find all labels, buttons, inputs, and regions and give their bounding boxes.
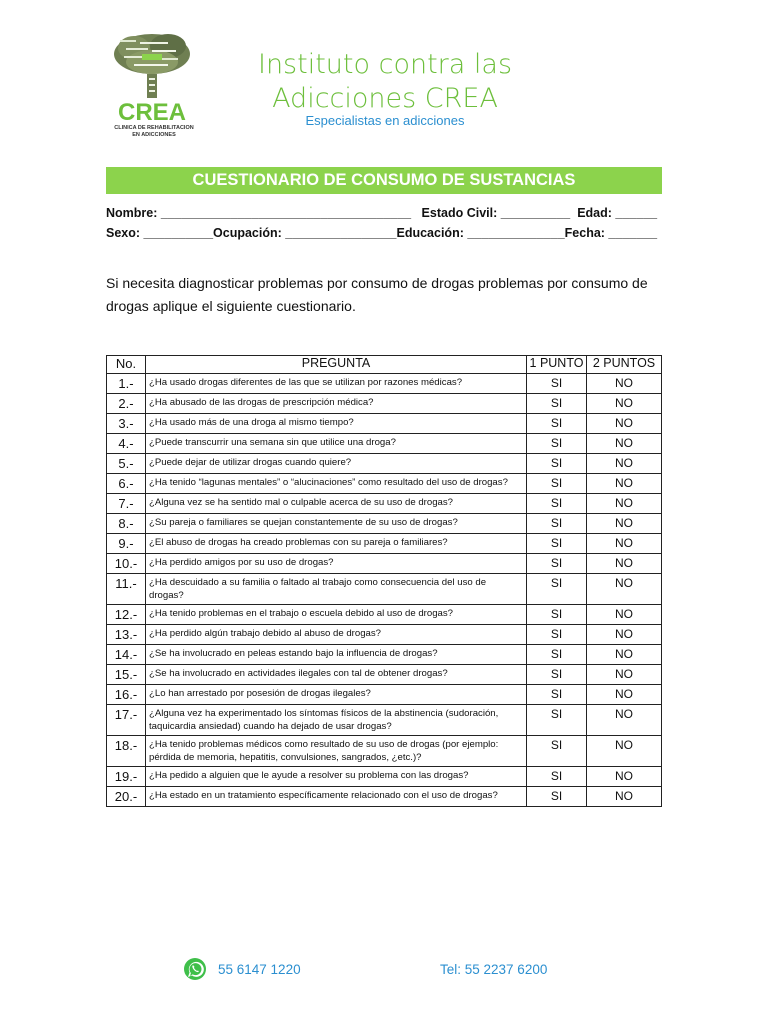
answer-si: SI xyxy=(527,474,587,494)
questionnaire-banner: CUESTIONARIO DE CONSUMO DE SUSTANCIAS xyxy=(106,167,662,194)
row-number: 4.- xyxy=(107,434,146,454)
table-row xyxy=(107,625,662,645)
table-row xyxy=(107,767,662,787)
question-text: ¿Ha pedido a alguien que le ayude a resolver su problema con las drogas? xyxy=(146,767,527,787)
question-text: ¿Ha abusado de las drogas de prescripción médica? xyxy=(146,394,527,414)
table-row xyxy=(107,705,662,736)
question-text: ¿Ha estado en un tratamiento específicamente relacionado con el uso de drogas? xyxy=(146,787,527,807)
table-row xyxy=(107,514,662,534)
question-text: ¿Lo han arrestado por posesión de drogas ilegales? xyxy=(146,685,527,705)
answer-si: SI xyxy=(527,645,587,665)
answer-si: SI xyxy=(527,787,587,807)
row-number: 9.- xyxy=(107,534,146,554)
row-number: 16.- xyxy=(107,685,146,705)
table-row xyxy=(107,434,662,454)
row-number: 7.- xyxy=(107,494,146,514)
answer-no: NO xyxy=(587,665,662,685)
row-number: 3.- xyxy=(107,414,146,434)
row-number: 6.- xyxy=(107,474,146,494)
table-row xyxy=(107,574,662,605)
answer-si: SI xyxy=(527,534,587,554)
table-row xyxy=(107,374,662,394)
answer-no: NO xyxy=(587,767,662,787)
question-text: ¿Ha tenido “lagunas mentales” o “alucinaciones” como resultado del uso de drogas? xyxy=(146,474,527,494)
table-row xyxy=(107,554,662,574)
answer-si: SI xyxy=(527,625,587,645)
answer-si: SI xyxy=(527,394,587,414)
row-number: 19.- xyxy=(107,767,146,787)
answer-si: SI xyxy=(527,414,587,434)
answer-no: NO xyxy=(587,494,662,514)
answer-no: NO xyxy=(587,685,662,705)
table-row xyxy=(107,787,662,807)
answer-si: SI xyxy=(527,454,587,474)
answer-si: SI xyxy=(527,574,587,605)
table-row xyxy=(107,494,662,514)
answer-no: NO xyxy=(587,434,662,454)
answer-no: NO xyxy=(587,534,662,554)
question-text: ¿Ha usado más de una droga al mismo tiempo? xyxy=(146,414,527,434)
questionnaire-table xyxy=(106,355,662,807)
answer-no: NO xyxy=(587,705,662,736)
row-number: 14.- xyxy=(107,645,146,665)
answer-no: NO xyxy=(587,374,662,394)
table-row xyxy=(107,645,662,665)
form-line-sex: Sexo: __________Ocupación: ________________Educación: ______________Fecha: _______ xyxy=(106,226,658,240)
header-question: PREGUNTA xyxy=(146,356,527,374)
row-number: 12.- xyxy=(107,605,146,625)
tree-word-cloud-icon xyxy=(114,34,190,98)
row-number: 10.- xyxy=(107,554,146,574)
question-text: ¿Ha perdido algún trabajo debido al abuso de drogas? xyxy=(146,625,527,645)
answer-si: SI xyxy=(527,736,587,767)
answer-si: SI xyxy=(527,434,587,454)
row-number: 1.- xyxy=(107,374,146,394)
header-no: No. xyxy=(107,356,146,374)
row-number: 15.- xyxy=(107,665,146,685)
form-line-name: Nombre: ____________________________________ Estado Civil: __________ Edad: ______ xyxy=(106,206,658,220)
answer-si: SI xyxy=(527,767,587,787)
question-text: ¿Ha tenido problemas médicos como resultado de su uso de drogas (por ejemplo: pérdida de memoria, hepatitis, convulsiones, sangrados, ¿etc.)? xyxy=(146,736,527,767)
question-text: ¿Alguna vez se ha sentido mal o culpable acerca de su uso de drogas? xyxy=(146,494,527,514)
answer-si: SI xyxy=(527,685,587,705)
question-text: ¿Puede dejar de utilizar drogas cuando quiere? xyxy=(146,454,527,474)
answer-no: NO xyxy=(587,454,662,474)
row-number: 11.- xyxy=(107,574,146,605)
question-text: ¿Ha usado drogas diferentes de las que se utilizan por razones médicas? xyxy=(146,374,527,394)
table-row xyxy=(107,394,662,414)
answer-no: NO xyxy=(587,574,662,605)
answer-si: SI xyxy=(527,665,587,685)
subtitle: Especialistas en adicciones xyxy=(305,113,465,128)
title-line-1: Instituto contra las xyxy=(257,49,513,80)
row-number: 17.- xyxy=(107,705,146,736)
row-number: 8.- xyxy=(107,514,146,534)
question-text: ¿Ha perdido amigos por su uso de drogas? xyxy=(146,554,527,574)
question-text: ¿Ha tenido problemas en el trabajo o escuela debido al uso de drogas? xyxy=(146,605,527,625)
answer-no: NO xyxy=(587,414,662,434)
answer-no: NO xyxy=(587,394,662,414)
row-number: 18.- xyxy=(107,736,146,767)
answer-si: SI xyxy=(527,374,587,394)
answer-no: NO xyxy=(587,514,662,534)
answer-no: NO xyxy=(587,736,662,767)
answer-si: SI xyxy=(527,554,587,574)
whatsapp-number: 55 6147 1220 xyxy=(218,962,301,977)
table-header-row xyxy=(107,356,662,374)
title-line-2: Adicciones CREA xyxy=(272,83,498,114)
question-text: ¿Se ha involucrado en actividades ilegales con tal de obtener drogas? xyxy=(146,665,527,685)
answer-si: SI xyxy=(527,494,587,514)
question-text: ¿Alguna vez ha experimentado los síntomas físicos de la abstinencia (sudoración, taquicardia ansiedad) cuando ha dejado de usar drogas? xyxy=(146,705,527,736)
whatsapp-icon xyxy=(183,957,207,981)
table-row xyxy=(107,665,662,685)
row-number: 13.- xyxy=(107,625,146,645)
answer-no: NO xyxy=(587,787,662,807)
question-text: ¿Ha descuidado a su familia o faltado al trabajo como consecuencia del uso de drogas? xyxy=(146,574,527,605)
row-number: 2.- xyxy=(107,394,146,414)
table-row xyxy=(107,605,662,625)
row-number: 5.- xyxy=(107,454,146,474)
answer-no: NO xyxy=(587,474,662,494)
answer-si: SI xyxy=(527,705,587,736)
table-row xyxy=(107,454,662,474)
table-row xyxy=(107,414,662,434)
table-row xyxy=(107,534,662,554)
answer-no: NO xyxy=(587,554,662,574)
table-row xyxy=(107,736,662,767)
crea-logo xyxy=(106,28,198,146)
institute-title xyxy=(220,48,550,116)
table-row xyxy=(107,474,662,494)
row-number: 20.- xyxy=(107,787,146,807)
answer-no: NO xyxy=(587,605,662,625)
question-text: ¿Se ha involucrado en peleas estando bajo la influencia de drogas? xyxy=(146,645,527,665)
logo-text: CREA xyxy=(117,99,187,126)
intro-paragraph: Si necesita diagnosticar problemas por consumo de drogas problemas por consumo de drogas aplique el siguiente cuestionario. xyxy=(106,275,648,314)
header-2-puntos: 2 PUNTOS xyxy=(587,356,662,374)
header-1-punto: 1 PUNTO xyxy=(527,356,587,374)
answer-si: SI xyxy=(527,514,587,534)
question-text: ¿El abuso de drogas ha creado problemas con su pareja o familiares? xyxy=(146,534,527,554)
logo-subtext: CLINICA DE REHABILITACION EN ADICCIONES xyxy=(114,125,194,138)
answer-si: SI xyxy=(527,605,587,625)
answer-no: NO xyxy=(587,645,662,665)
answer-no: NO xyxy=(587,625,662,645)
telephone-number: Tel: 55 2237 6200 xyxy=(440,962,548,977)
table-row xyxy=(107,685,662,705)
question-text: ¿Puede transcurrir una semana sin que utilice una droga? xyxy=(146,434,527,454)
question-text: ¿Su pareja o familiares se quejan constantemente de su uso de drogas? xyxy=(146,514,527,534)
